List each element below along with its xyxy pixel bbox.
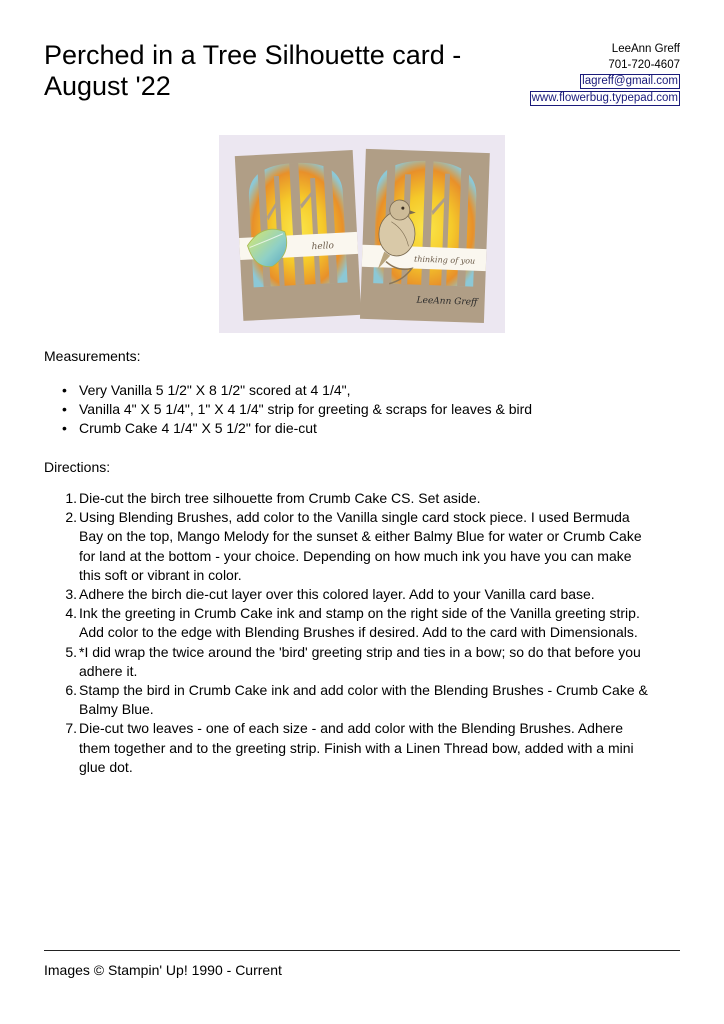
list-item: • Crumb Cake 4 1/4" X 5 1/2" for die-cut [44,419,684,438]
title-line-2: August '22 [44,71,171,101]
step-item [44,585,684,604]
page-title [44,40,504,102]
step-number: 4. [65,605,77,622]
email-link[interactable]: lagreff@gmail.com [582,75,678,87]
step-line: Add color to the edge with Blending Brushes if desired. Add to the card with Dimensionals. [79,624,638,641]
directions-list [44,489,684,777]
step-line: Die-cut the birch tree silhouette from Crumb Cake CS. Set aside. [79,490,481,506]
step-line: Stamp the bird in Crumb Cake ink and add color with the Blending Brushes - Crumb Cake & [79,682,648,699]
step-item [44,719,684,777]
step-line: Using Blending Brushes, add color to the Vanilla single card stock piece. I used Bermuda [79,509,630,526]
step-line: glue dot. [79,758,133,775]
step-number: 5. [65,643,77,660]
step-line: Balmy Blue. [79,701,154,718]
title-line-1: Perched in a Tree Silhouette card - [44,40,462,70]
footer-divider [44,950,680,951]
step-number: 2. [65,509,77,526]
list-item: • Very Vanilla 5 1/2" X 8 1/2" scored at 4 1/4", [44,381,684,400]
contact-block [480,42,680,106]
step-number: 3. [65,586,77,603]
list-item: • Vanilla 4" X 5 1/4", 1" X 4 1/4" strip for greeting & scraps for leaves & bird [44,400,684,419]
footer-copyright: Images © Stampin' Up! 1990 - Current [44,962,282,978]
contact-phone: 701-720-4607 [608,58,680,71]
step-line: adhere it. [79,662,138,679]
step-number: 1. [65,490,77,506]
step-item [44,489,684,508]
measurements-list [44,381,684,438]
signature-watermark: LeeAnn Greff [416,295,478,308]
step-line: Die-cut two leaves - one of each size - and add color with the Blending Brushes. Adhere [79,720,623,737]
step-line: *I did wrap the twice around the 'bird' greeting strip and ties in a bow; so do that before you [79,643,641,660]
left-card [235,150,361,321]
step-item [44,643,684,681]
step-item [44,508,684,585]
left-greeting-text: hello [311,241,335,253]
step-item [44,681,684,719]
directions-heading: Directions: [44,459,111,475]
right-card [360,149,490,323]
card-photo [219,135,505,333]
step-line: them together and to the greeting strip. Finish with a Linen Thread bow, added with a mini [79,739,634,756]
step-line: for land at the bottom - your choice. Depending on how much ink you have you can make [79,547,632,564]
step-number: 7. [65,720,77,737]
measurements-heading: Measurements: [44,348,141,364]
step-item [44,604,684,642]
contact-name: LeeAnn Greff [611,43,680,55]
step-line: Adhere the birch die-cut layer over this colored layer. Add to your Vanilla card base. [79,586,595,603]
step-line: Bay on the top, Mango Melody for the sunset & either Balmy Blue for water or Crumb Cake [79,528,642,545]
step-line: Ink the greeting in Crumb Cake ink and stamp on the right side of the Vanilla greeting strip. [79,605,640,622]
step-number: 6. [65,682,77,699]
right-greeting-text: thinking of you [413,254,476,266]
website-link[interactable]: www.flowerbug.typepad.com [531,91,678,104]
step-line: this soft or vibrant in color. [79,566,242,583]
